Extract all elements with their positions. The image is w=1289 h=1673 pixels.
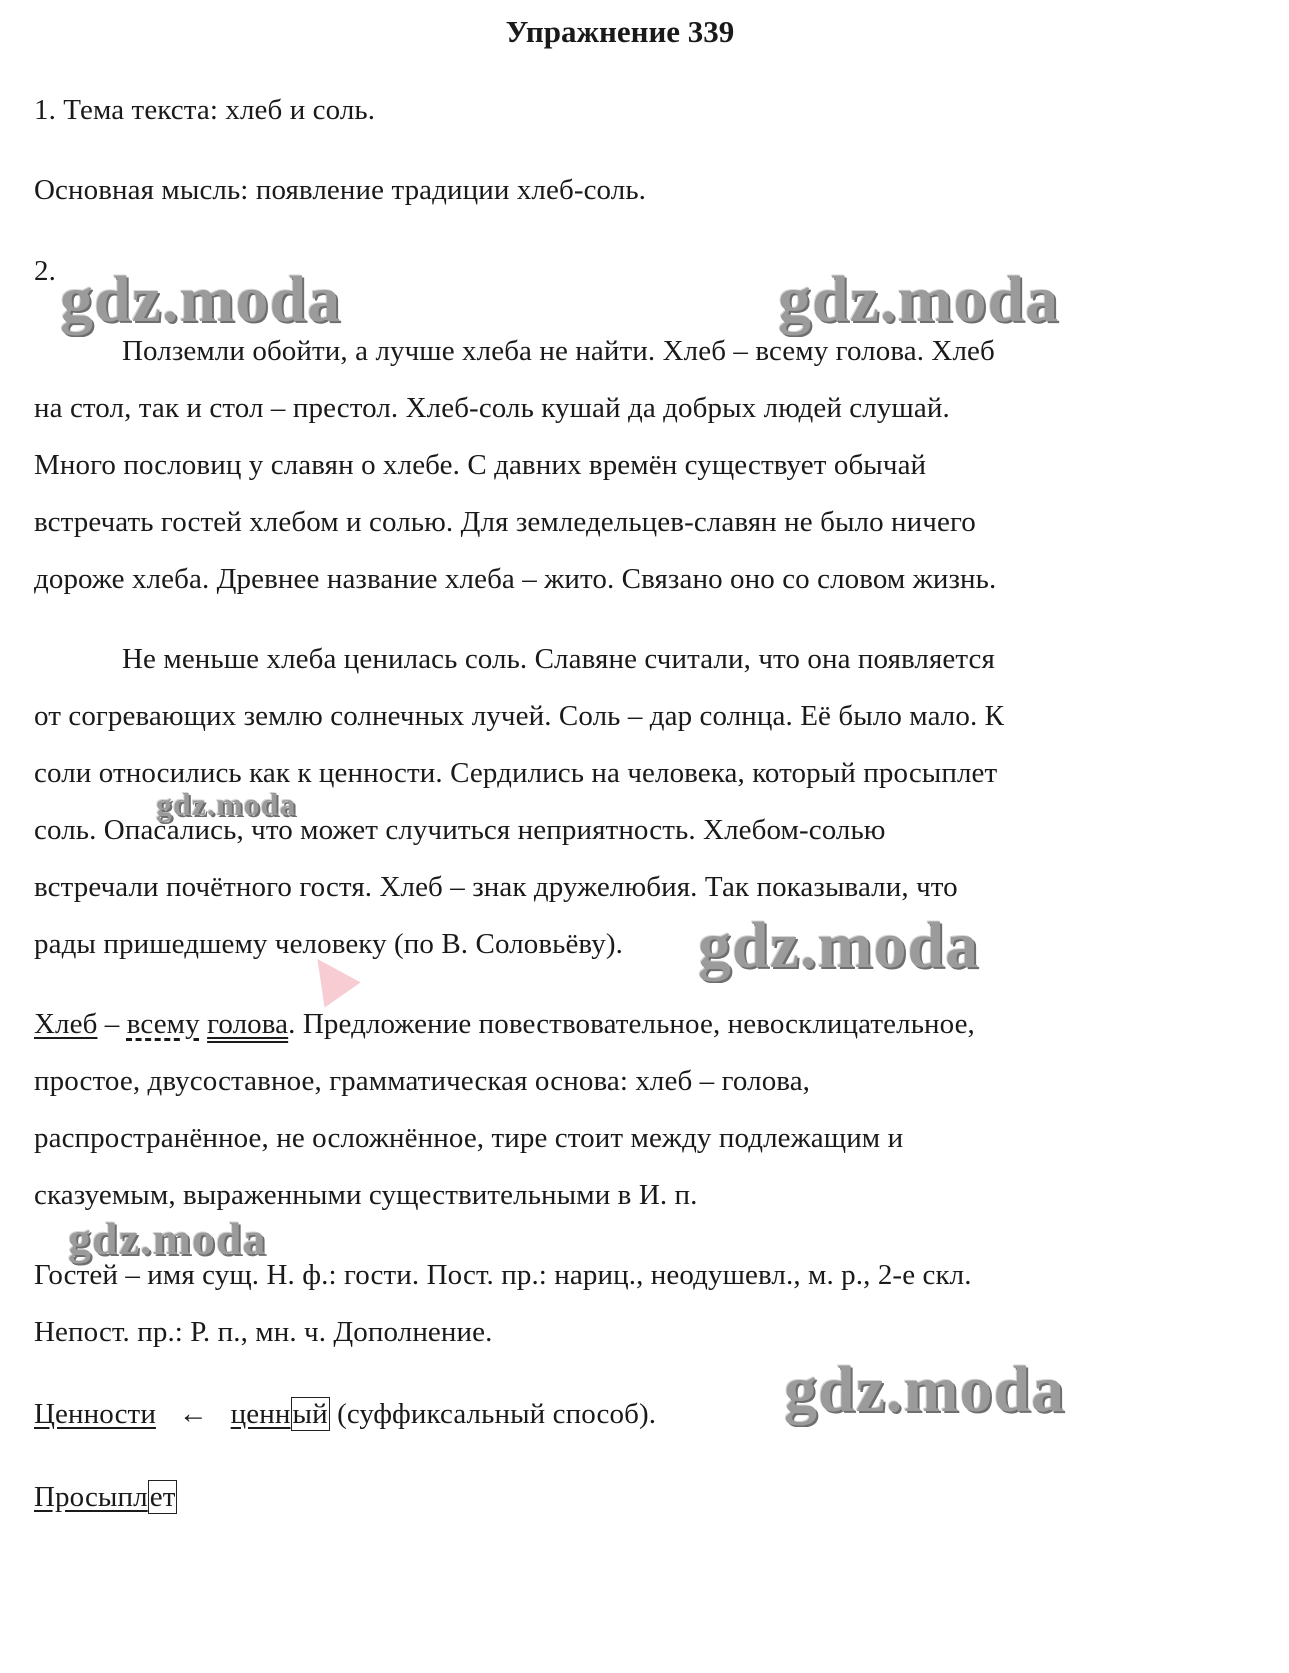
source-ending: ый (292, 1398, 328, 1430)
paragraph1-line: Полземли обойти, а лучше хлеба не найти. Хлеб – всему голова. Хлеб (122, 335, 995, 367)
morphemic-ending: ет (149, 1481, 176, 1513)
analysis-line: сказуемым, выраженными существительными в И. п. (34, 1179, 698, 1211)
watermark: gdz.moda (60, 263, 342, 336)
watermark: gdz.moda (778, 263, 1060, 336)
paragraph2-line: соли относились как к ценности. Сердились на человека, который просыплет (34, 757, 998, 789)
item-2-label: 2. (34, 255, 56, 287)
theme-line: 1. Тема текста: хлеб и соль. (34, 94, 376, 126)
watermark: gdz.moda (784, 1353, 1066, 1426)
subject-word: Хлеб (34, 1008, 98, 1040)
paragraph1-line: Много пословиц у славян о хлебе. С давних времён существует обычай (34, 449, 927, 481)
main-idea-line: Основная мысль: появление традиции хлеб-соль. (34, 174, 647, 206)
paragraph1-line: дороже хлеба. Древнее название хлеба – жито. Связано оно со словом жизнь. (34, 563, 997, 595)
analysis-line: распространённое, не осложнённое, тире стоит между подлежащим и (34, 1122, 904, 1154)
morphemic-stem: Просыпл (34, 1481, 148, 1513)
adjunct-word: всему (126, 1008, 200, 1040)
watermark: gdz.moda (156, 786, 297, 822)
watermark: gdz.moda (698, 909, 980, 982)
morph-line: Гостей – имя сущ. Н. ф.: гости. Пост. пр.: нариц., неодушевл., м. р., 2-е скл. (34, 1259, 972, 1291)
paragraph1-line: встречать гостей хлебом и солью. Для земледельцев-славян не было ничего (34, 506, 976, 538)
page-title: Упражнение 339 (505, 14, 735, 49)
source-stem: ценн (230, 1398, 291, 1430)
paragraph2-line: встречали почётного гостя. Хлеб – знак дружелюбия. Так показывали, что (34, 871, 958, 903)
predicate-word: голова (207, 1008, 289, 1040)
paragraph2-line: рады пришедшему человеку (по В. Соловьёву). (34, 928, 623, 960)
paragraph1-line: на стол, так и стол – престол. Хлеб-соль кушай да добрых людей слушай. (34, 392, 950, 424)
paragraph2-line: от согревающих землю солнечных лучей. Соль – дар солнца. Её было мало. К (34, 700, 1005, 732)
analysis-rest: . Предложение повествовательное, невосклицательное, (288, 1008, 975, 1040)
analysis-first-line (34, 1008, 975, 1041)
arrow-left-icon: ← (178, 1398, 208, 1430)
analysis-line: простое, двусоставное, грамматическая основа: хлеб – голова, (34, 1065, 811, 1097)
formation-method: (суффиксальный способ). (329, 1398, 657, 1430)
watermark: gdz.moda (68, 1213, 267, 1264)
paragraph2-line: соль. Опасались, что может случиться неприятность. Хлебом-солью (34, 814, 886, 846)
morphemic-line (34, 1481, 177, 1514)
dash: – (97, 1008, 127, 1040)
derived-word: Ценности (34, 1398, 156, 1430)
paragraph2-line: Не меньше хлеба ценилась соль. Славяне считали, что она появляется (122, 643, 995, 675)
word-formation-line (34, 1398, 656, 1431)
morph-line: Непост. пр.: Р. п., мн. ч. Дополнение. (34, 1316, 493, 1348)
